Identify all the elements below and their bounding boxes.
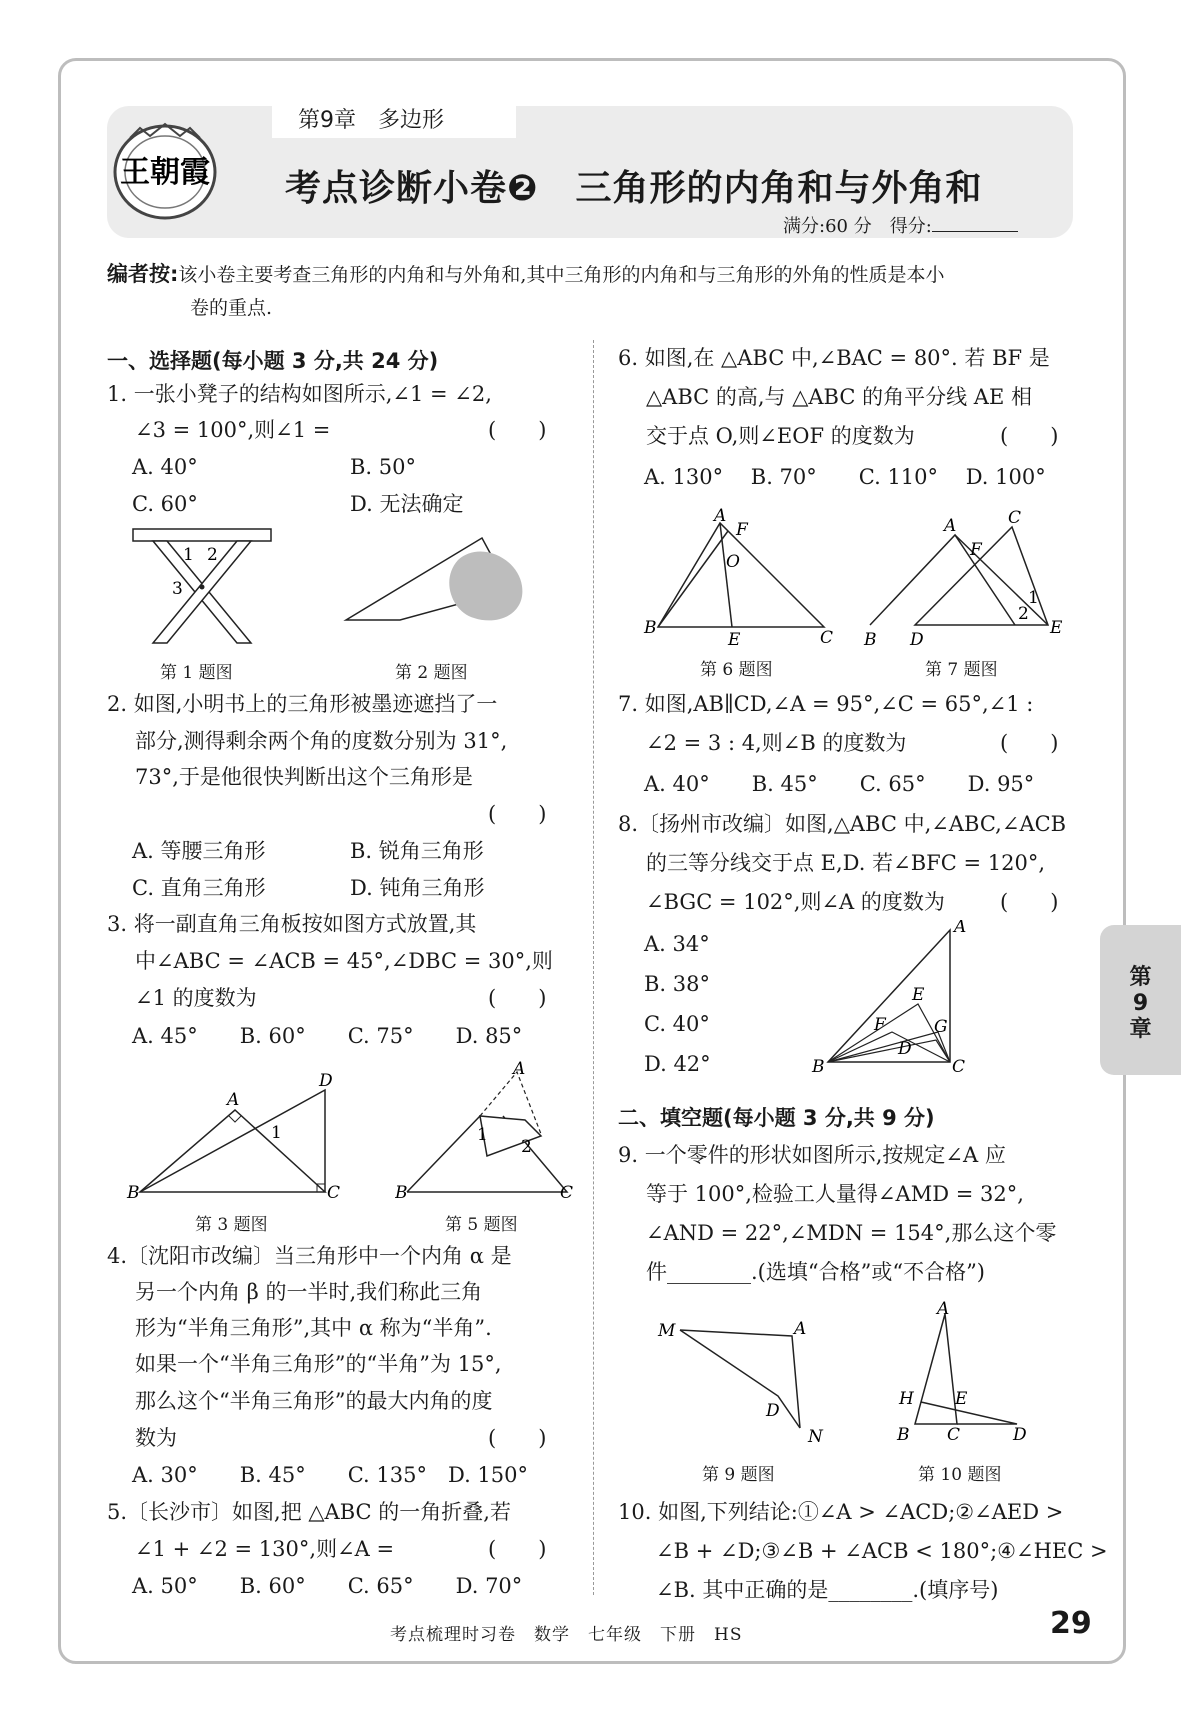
q2-option-a: A. 等腰三角形 (132, 839, 266, 863)
fig5-label-A: A (513, 1060, 526, 1079)
figure-5 (395, 1060, 585, 1205)
fig8-label-E: E (912, 985, 925, 1005)
fig10-label-E: E (955, 1389, 968, 1409)
fig7-label-1: 1 (1028, 588, 1039, 608)
q4-line5: 那么这个“半角三角形”的最大内角的度 (135, 1389, 493, 1413)
fig7-label-A: A (944, 516, 957, 536)
figure-1-caption: 第 1 题图 (160, 663, 233, 683)
fig6-label-E: E (728, 630, 741, 650)
fig7-label-D: D (910, 630, 924, 650)
q9-line4: 件________.(选填“合格”或“不合格”) (646, 1260, 986, 1284)
q8-option-d: D. 42° (644, 1052, 711, 1076)
q8-option-b: B. 38° (644, 972, 711, 996)
footer-text: 考点梳理时习卷 数学 七年级 下册 HS (390, 1625, 743, 1645)
figure-6-caption: 第 6 题图 (700, 660, 773, 680)
q7-line2: ∠2 = 3 : 4,则∠B 的度数为 (646, 731, 907, 755)
q6-options: A. 130° B. 70° C. 110° D. 100° (644, 465, 1046, 489)
q1-line1: 1. 一张小凳子的结构如图所示,∠1 = ∠2, (107, 382, 492, 406)
fig7-label-C: C (1008, 508, 1022, 528)
fig1-label-2: 2 (207, 545, 218, 565)
fig8-label-D: D (898, 1039, 912, 1059)
fig10-label-B: B (897, 1425, 910, 1445)
q9-line2: 等于 100°,检验工人量得∠AMD = 32°, (646, 1182, 1024, 1206)
figure-2-ink-triangle (340, 530, 530, 630)
q3-options: A. 45° B. 60° C. 75° D. 85° (132, 1024, 523, 1048)
fig7-label-F: F (970, 540, 982, 560)
q2-line1: 2. 如图,小明书上的三角形被墨迹遮挡了一 (107, 692, 498, 716)
q6-line2: △ABC 的高,与 △ABC 的角平分线 AE 相 (646, 385, 1032, 409)
fig6-label-B: B (644, 618, 657, 638)
editor-note-line1: 编者按:该小卷主要考查三角形的内角和与外角和,其中三角形的内角和与三角形的外角的性质是本小 (107, 262, 945, 286)
fig8-label-B: B (812, 1057, 825, 1077)
score-line (783, 212, 1018, 238)
fig3-label-C: C (327, 1183, 341, 1203)
figure-7-caption: 第 7 题图 (925, 660, 998, 680)
fig7-label-E: E (1050, 618, 1063, 638)
q5-line1: 5.〔长沙市〕如图,把 △ABC 的一角折叠,若 (107, 1500, 511, 1524)
svg-text:王朝霞: 王朝霞 (120, 155, 210, 190)
score-label: 满分:60 分 得分: (783, 216, 932, 237)
q10-line2: ∠B + ∠D;③∠B + ∠ACB < 180°;④∠HEC > (656, 1539, 1108, 1563)
column-divider (593, 340, 594, 1595)
fig6-label-F: F (736, 520, 748, 540)
fig6-label-C: C (820, 628, 834, 648)
fig5-label-C: C (560, 1183, 574, 1203)
fig10-label-D: D (1013, 1425, 1027, 1445)
fig5-label-B: B (395, 1183, 408, 1203)
q4-line1: 4.〔沈阳市改编〕当三角形中一个内角 α 是 (107, 1244, 512, 1268)
q1-line2: ∠3 = 100°,则∠1 = (135, 418, 331, 442)
q4-line2: 另一个内角 β 的一半时,我们称此三角 (135, 1280, 483, 1304)
q6-line3: 交于点 O,则∠EOF 的度数为 (646, 424, 915, 448)
figure-3-caption: 第 3 题图 (195, 1215, 268, 1235)
q8-answer-paren: ( ) (1000, 890, 1059, 914)
figure-7 (860, 505, 1065, 650)
fig1-label-1: 1 (183, 545, 194, 565)
fig9-label-A: A (794, 1319, 807, 1339)
fig7-label-B: B (864, 630, 877, 650)
fig3-label-1: 1 (271, 1123, 282, 1143)
q8-line3: ∠BGC = 102°,则∠A 的度数为 (646, 890, 945, 914)
page-number: 29 (1050, 1606, 1092, 1641)
fig1-label-3: 3 (172, 579, 183, 599)
figure-3 (125, 1070, 345, 1205)
chapter-label: 第9章 多边形 (272, 104, 516, 138)
q3-answer-paren: ( ) (488, 986, 547, 1010)
q3-line1: 3. 将一副直角三角板按如图方式放置,其 (107, 912, 477, 936)
q4-options: A. 30° B. 45° C. 135° D. 150° (132, 1463, 529, 1487)
q8-line1: 8.〔扬州市改编〕如图,△ABC 中,∠ABC,∠ACB (618, 812, 1067, 836)
q8-line2: 的三等分线交于点 E,D. 若∠BFC = 120°, (646, 851, 1045, 875)
q3-line2: 中∠ABC = ∠ACB = 45°,∠DBC = 30°,则 (135, 949, 553, 973)
fig9-label-N: N (808, 1427, 823, 1447)
q2-answer-paren: ( ) (488, 802, 547, 826)
figure-6 (640, 505, 840, 650)
fig10-label-C: C (947, 1425, 961, 1445)
q8-option-a: A. 34° (644, 932, 710, 956)
editor-note-label: 编者按: (107, 262, 179, 286)
q8-option-c: C. 40° (644, 1012, 710, 1036)
q9-line3: ∠AND = 22°,∠MDN = 154°,那么这个零 (646, 1221, 1057, 1245)
q10-line1: 10. 如图,下列结论:①∠A > ∠ACD;②∠AED > (618, 1500, 1064, 1524)
q4-answer-paren: ( ) (488, 1426, 547, 1450)
q1-option-b: B. 50° (350, 455, 417, 479)
fig9-label-D: D (766, 1401, 780, 1421)
fig3-label-D: D (319, 1071, 333, 1091)
q4-line6: 数为 (135, 1426, 177, 1450)
fig6-label-O: O (726, 552, 740, 572)
publisher-logo (100, 110, 230, 240)
fig7-label-2: 2 (1018, 604, 1029, 624)
q1-option-a: A. 40° (132, 455, 198, 479)
section-choice-heading: 一、选择题(每小题 3 分,共 24 分) (107, 349, 439, 373)
fig10-label-A: A (937, 1300, 950, 1319)
figure-1-stool (125, 525, 285, 645)
q10-line3: ∠B. 其中正确的是________.(填序号) (656, 1578, 999, 1602)
fig10-label-H: H (899, 1389, 914, 1409)
q5-options: A. 50° B. 60° C. 65° D. 70° (132, 1574, 523, 1598)
q1-option-c: C. 60° (132, 492, 198, 516)
section-fill-heading: 二、填空题(每小题 3 分,共 9 分) (618, 1106, 935, 1130)
fig8-label-A: A (954, 920, 967, 937)
fig9-label-M: M (658, 1321, 676, 1341)
page-title: 考点诊断小卷❷ 三角形的内角和与外角和 (285, 168, 983, 209)
fig5-label-2: 2 (521, 1137, 532, 1157)
q7-line1: 7. 如图,AB∥CD,∠A = 95°,∠C = 65°,∠1 : (618, 692, 1034, 716)
q6-line1: 6. 如图,在 △ABC 中,∠BAC = 80°. 若 BF 是 (618, 346, 1050, 370)
figure-8 (810, 920, 980, 1080)
q2-option-d: D. 钝角三角形 (350, 876, 485, 900)
q5-answer-paren: ( ) (488, 1537, 547, 1561)
fig8-label-C: C (952, 1057, 966, 1077)
q2-line3: 73°,于是他很快判断出这个三角形是 (135, 765, 473, 789)
fig8-label-F: F (874, 1015, 886, 1035)
q2-line2: 部分,测得剩余两个角的度数分别为 31°, (135, 729, 508, 753)
q4-line3: 形为“半角三角形”,其中 α 称为“半角”. (135, 1316, 492, 1340)
editor-note-line2: 卷的重点. (190, 297, 273, 319)
fig6-label-A: A (714, 506, 727, 526)
q3-line3: ∠1 的度数为 (135, 986, 257, 1010)
q5-line2: ∠1 + ∠2 = 130°,则∠A = (135, 1537, 395, 1561)
q1-answer-paren: ( ) (488, 418, 547, 442)
figure-2-caption: 第 2 题图 (395, 663, 468, 683)
q9-line1: 9. 一个零件的形状如图所示,按规定∠A 应 (618, 1143, 1006, 1167)
figure-10 (885, 1300, 1045, 1450)
q7-options: A. 40° B. 45° C. 65° D. 95° (644, 772, 1035, 796)
figure-9-caption: 第 9 题图 (702, 1465, 775, 1485)
fig8-label-G: G (934, 1017, 948, 1037)
figure-10-caption: 第 10 题图 (918, 1465, 1002, 1485)
figure-9 (650, 1300, 850, 1450)
fig5-label-1: 1 (477, 1125, 488, 1145)
q7-answer-paren: ( ) (1000, 731, 1059, 755)
q4-line4: 如果一个“半角三角形”的“半角”为 15°, (135, 1352, 502, 1376)
figure-5-caption: 第 5 题图 (445, 1215, 518, 1235)
q1-option-d: D. 无法确定 (350, 492, 464, 516)
q6-answer-paren: ( ) (1000, 424, 1059, 448)
q2-option-c: C. 直角三角形 (132, 876, 266, 900)
chapter-side-tab: 第 9 章 (1100, 925, 1181, 1075)
q2-option-b: B. 锐角三角形 (350, 839, 484, 863)
fig3-label-A: A (227, 1090, 240, 1110)
fig3-label-B: B (127, 1183, 140, 1203)
